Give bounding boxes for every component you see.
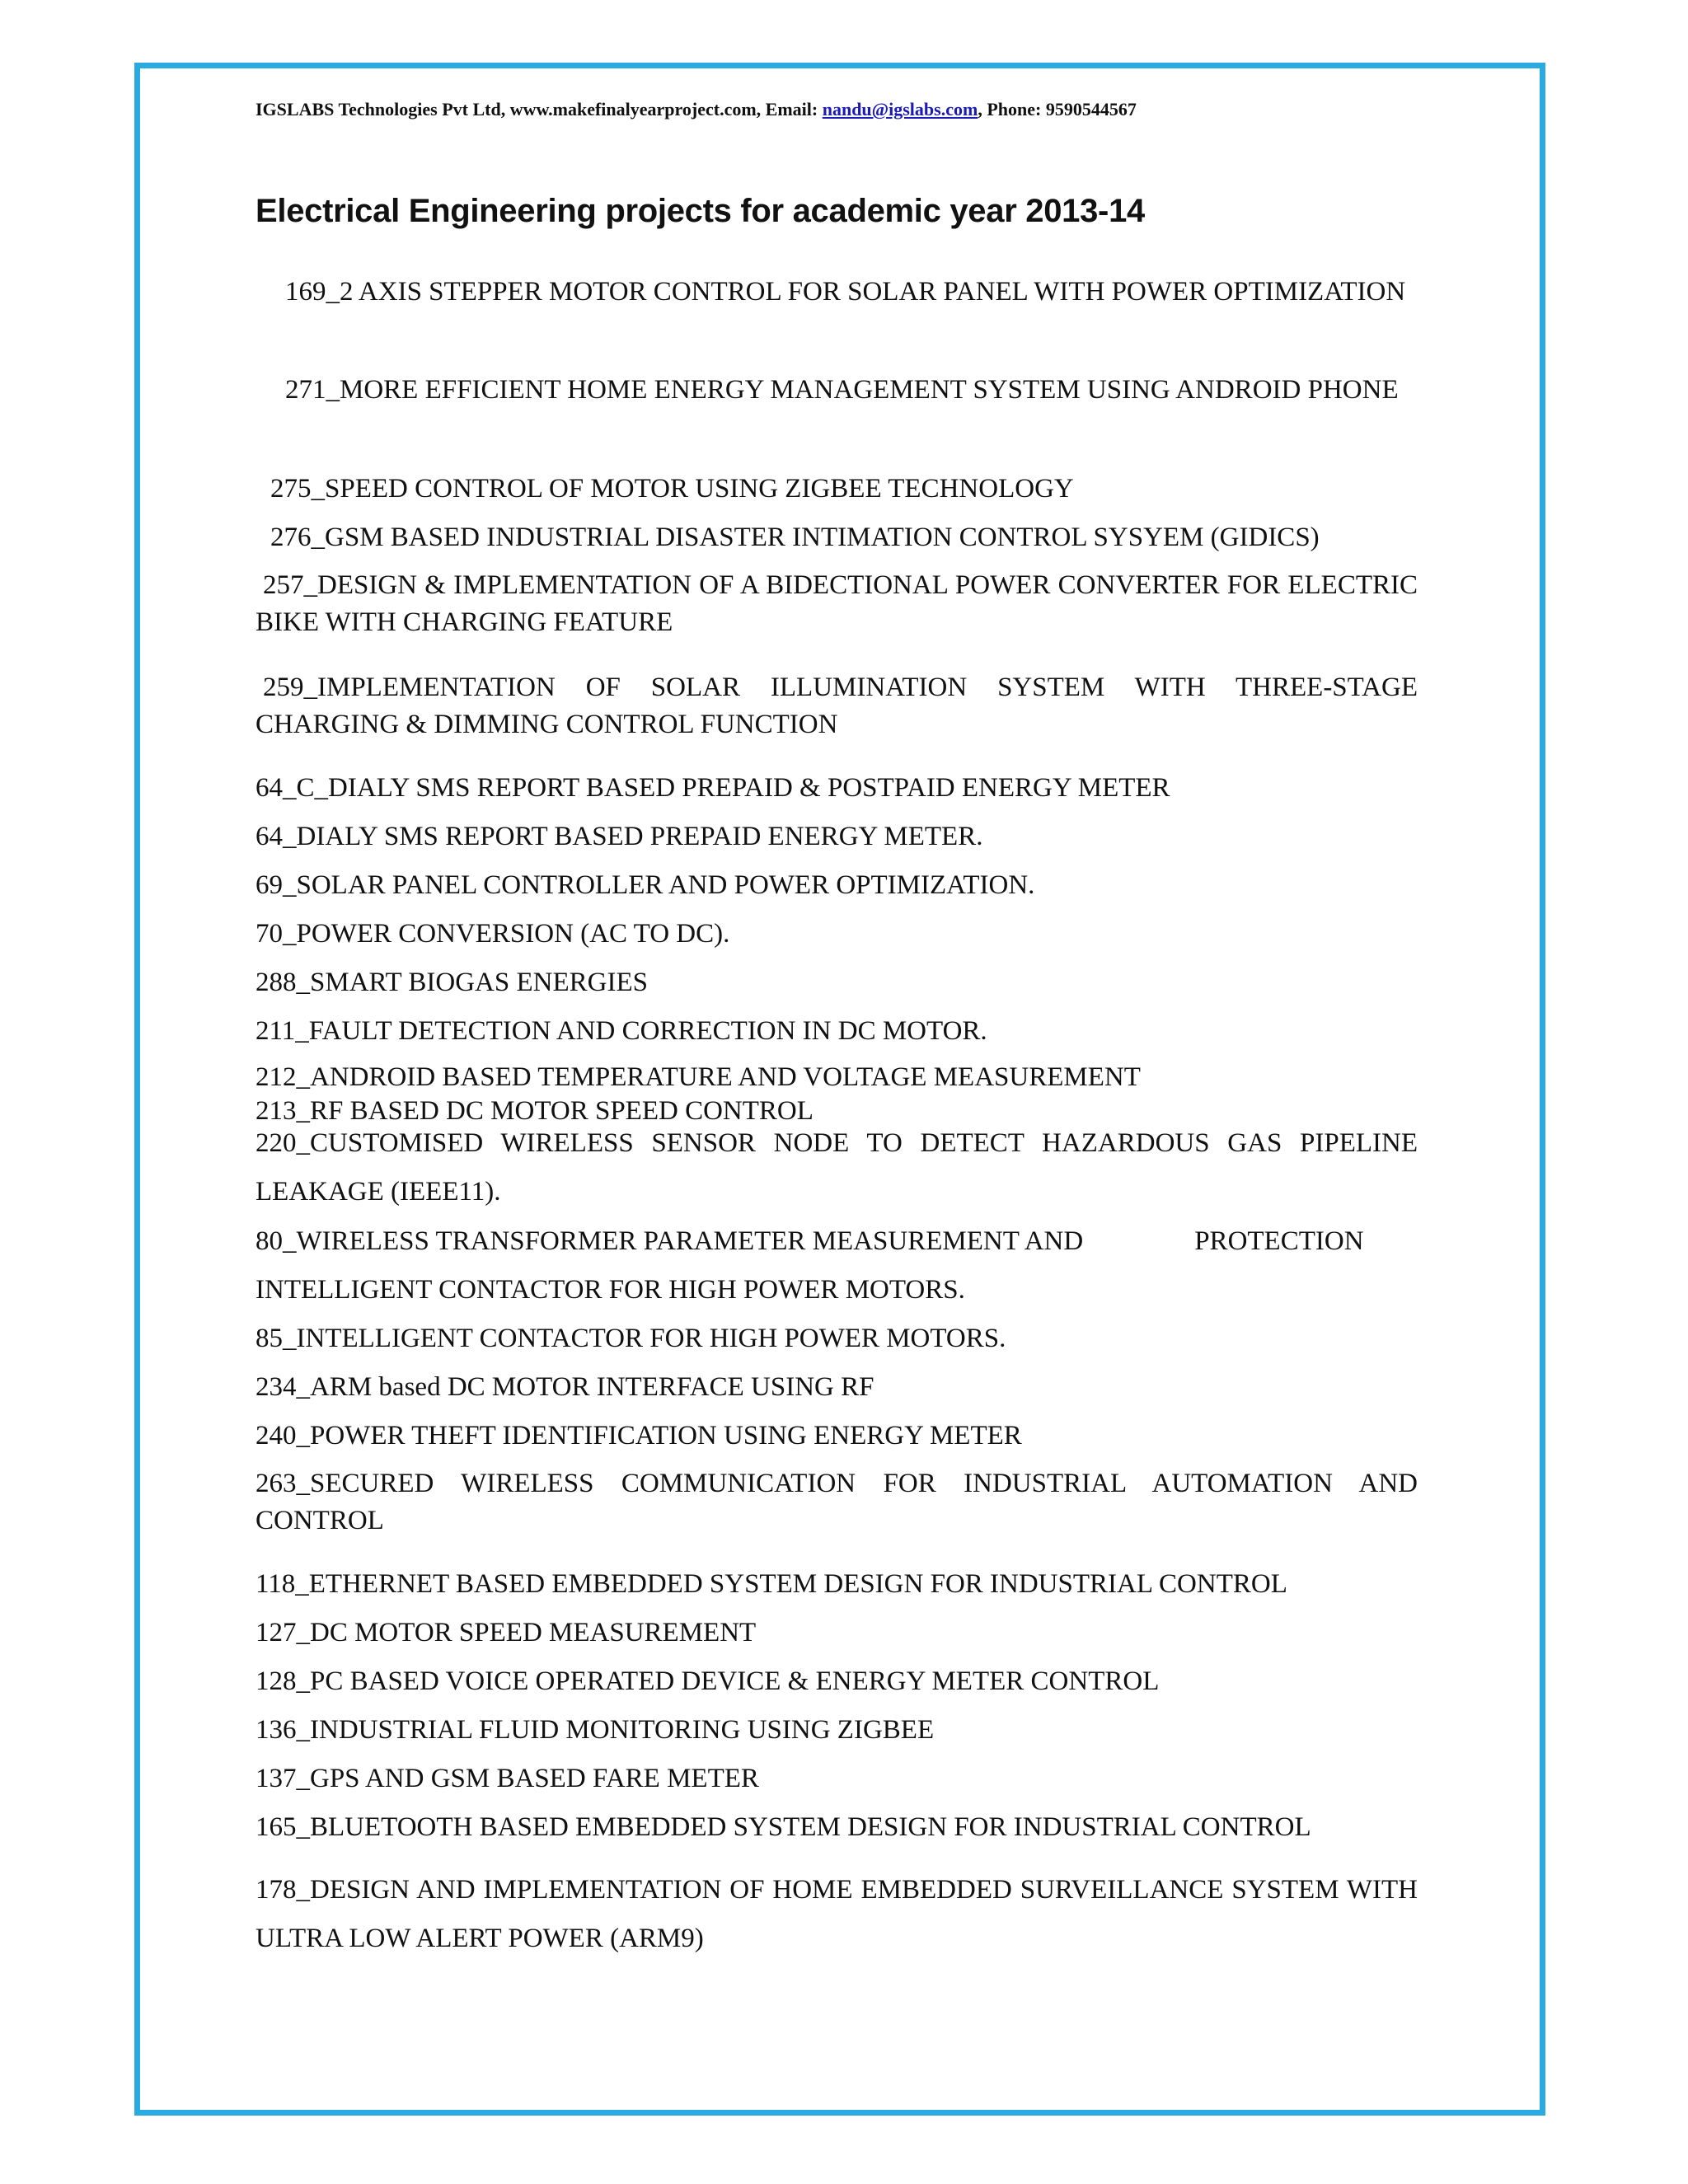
project-item: 128_PC BASED VOICE OPERATED DEVICE & ENERGY METER CONTROL <box>256 1666 1160 1696</box>
project-item: 263_SECURED WIRELESS COMMUNICATION FOR INDUSTRIAL AUTOMATION AND CONTROL <box>256 1469 1418 1535</box>
project-item-part: 80_WIRELESS TRANSFORMER PARAMETER MEASUREMENT AND <box>256 1226 1084 1256</box>
project-item: INTELLIGENT CONTACTOR FOR HIGH POWER MOTORS. <box>256 1275 965 1305</box>
header-company: IGSLABS Technologies Pvt Ltd, www.makefinalyearproject.com, Email: <box>256 99 823 120</box>
project-item: 288_SMART BIOGAS ENERGIES <box>256 968 648 997</box>
project-item: 211_FAULT DETECTION AND CORRECTION IN DC MOTOR. <box>256 1016 987 1046</box>
header-phone: , Phone: 9590544567 <box>978 99 1137 120</box>
project-item: 69_SOLAR PANEL CONTROLLER AND POWER OPTIMIZATION. <box>256 870 1035 900</box>
project-item: 276_GSM BASED INDUSTRIAL DISASTER INTIMATION CONTROL SYSYEM (GIDICS) <box>270 523 1320 552</box>
project-item: 85_INTELLIGENT CONTACTOR FOR HIGH POWER MOTORS. <box>256 1324 1006 1353</box>
project-item: 137_GPS AND GSM BASED FARE METER <box>256 1764 759 1793</box>
project-item: 275_SPEED CONTROL OF MOTOR USING ZIGBEE TECHNOLOGY <box>270 474 1074 504</box>
project-item: 240_POWER THEFT IDENTIFICATION USING ENERGY METER <box>256 1421 1022 1451</box>
project-item: 64_C_DIALY SMS REPORT BASED PREPAID & POSTPAID ENERGY METER <box>256 773 1170 803</box>
project-item: 165_BLUETOOTH BASED EMBEDDED SYSTEM DESIGN FOR INDUSTRIAL CONTROL <box>256 1812 1311 1842</box>
project-item: 64_DIALY SMS REPORT BASED PREPAID ENERGY METER. <box>256 822 983 851</box>
header-contact <box>256 99 1426 120</box>
project-item: 259_IMPLEMENTATION OF SOLAR ILLUMINATION SYSTEM WITH THREE-STAGE CHARGING & DIMMING CONTROL FUNCTION <box>256 673 1418 739</box>
project-item <box>256 1217 1418 1266</box>
project-item: 234_ARM based DC MOTOR INTERFACE USING RF <box>256 1372 874 1402</box>
project-item-part: PROTECTION <box>1194 1226 1364 1256</box>
project-item: 220_CUSTOMISED WIRELESS SENSOR NODE TO DETECT HAZARDOUS GAS PIPELINE LEAKAGE (IEEE11). <box>256 1128 1418 1207</box>
project-item: 70_POWER CONVERSION (AC TO DC). <box>256 919 730 949</box>
project-item: 127_DC MOTOR SPEED MEASUREMENT <box>256 1618 757 1647</box>
project-item: 213_RF BASED DC MOTOR SPEED CONTROL <box>256 1096 814 1126</box>
project-item: 118_ETHERNET BASED EMBEDDED SYSTEM DESIGN FOR INDUSTRIAL CONTROL <box>256 1569 1287 1599</box>
project-item: 257_DESIGN & IMPLEMENTATION OF A BIDECTIONAL POWER CONVERTER FOR ELECTRIC BIKE WITH CHARGING FEATURE <box>256 570 1418 637</box>
project-item: 271_MORE EFFICIENT HOME ENERGY MANAGEMENT SYSTEM USING ANDROID PHONE <box>285 375 1399 405</box>
email-link[interactable]: nandu@igslabs.com <box>822 99 978 120</box>
project-item: 136_INDUSTRIAL FLUID MONITORING USING ZIGBEE <box>256 1715 935 1745</box>
project-item: 212_ANDROID BASED TEMPERATURE AND VOLTAGE MEASUREMENT <box>256 1062 1141 1092</box>
page-title: Electrical Engineering projects for academic year 2013-14 <box>256 193 1145 229</box>
project-item: 178_DESIGN AND IMPLEMENTATION OF HOME EMBEDDED SURVEILLANCE SYSTEM WITH ULTRA LOW ALERT POWER (ARM9) <box>256 1875 1418 1953</box>
project-item: 169_2 AXIS STEPPER MOTOR CONTROL FOR SOLAR PANEL WITH POWER OPTIMIZATION <box>285 277 1406 307</box>
